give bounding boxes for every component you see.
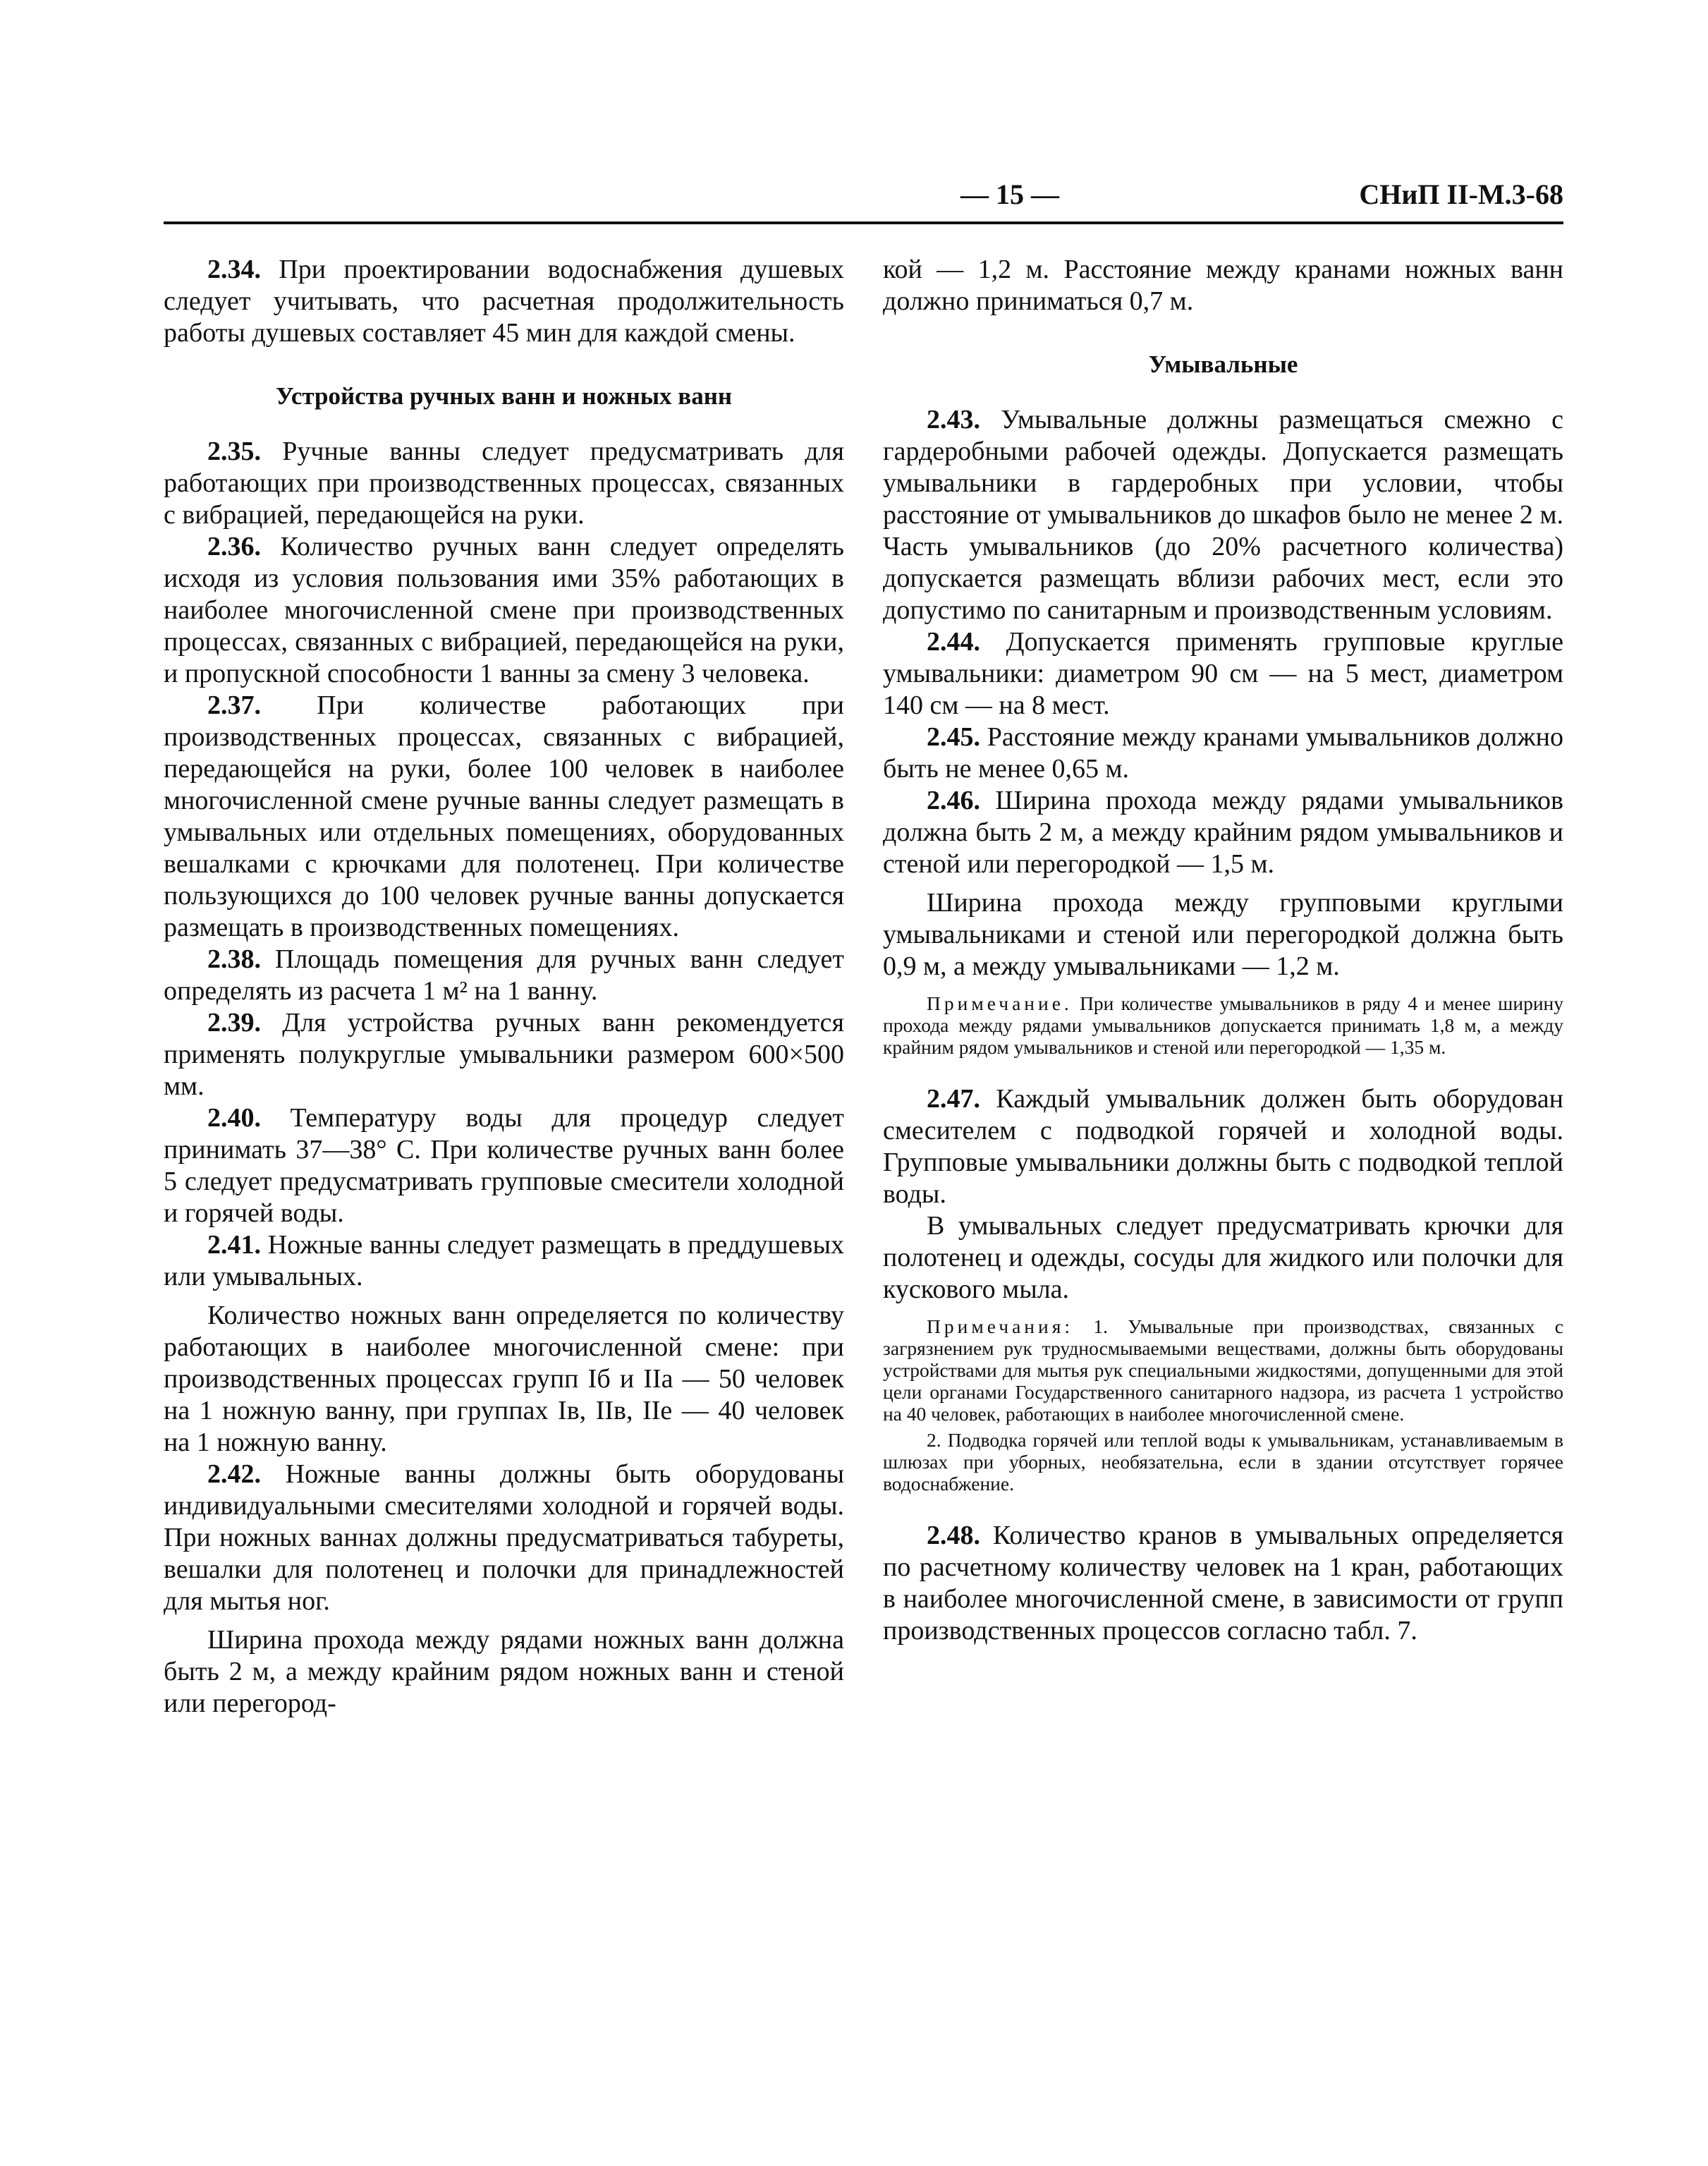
clause-2-38 xyxy=(164,944,844,1007)
note-washrooms-2: 2. Подводка горячей или теплой воды к умывальникам, устанавливаемым в шлюзах при уборных, необязательна, если в здании отсутствует горячее водоснабжение. xyxy=(883,1429,1563,1495)
paragraph-foot-bath-count: Количество ножных ванн определяется по количеству работающих в наиболее многочисленной смене: при производственных процессах групп Iб и IIа — 50 человек на 1 ножную ванну, при группах Iв, IIв, IIе — 40 человек на 1 ножную ванну. xyxy=(164,1301,844,1457)
page-header xyxy=(164,178,1563,220)
clause-number: 2.43. xyxy=(927,405,980,434)
clause-text: Площадь помещения для ручных ванн следует определять из расчета 1 м² на 1 ванну. xyxy=(164,944,845,1006)
paragraph-round-washbasin-passage: Ширина прохода между групповыми круглыми умывальниками и стеной или перегородкой должна быть 0,9 м, а между умывальниками — 1,2 м. xyxy=(883,888,1563,981)
clause-2-37 xyxy=(164,690,844,944)
clause-number: 2.45. xyxy=(927,722,980,752)
note-text: При количестве умывальников в ряду 4 и менее ширину прохода между рядами умывальников допускается принимать 1,8 м, а между крайним рядом умывальников и стеной или перегородкой — 1,35 м. xyxy=(883,992,1564,1058)
clause-2-42 xyxy=(164,1459,844,1617)
clause-number: 2.37. xyxy=(207,690,261,720)
clause-text: Ножные ванны должны быть оборудованы индивидуальными смесителями холодной и горячей воды. При ножных ваннах должны предусматриваться табуреты, вешалки для полотенец и полочки для принадлежностей для мытья ног. xyxy=(164,1459,844,1616)
clause-number: 2.42. xyxy=(207,1459,261,1489)
clause-number: 2.39. xyxy=(207,1008,261,1038)
paragraph-foot-bath-passage: Ширина прохода между рядами ножных ванн должна быть 2 м, а между крайним рядом ножных ванн и стеной или перегород- xyxy=(164,1625,844,1718)
clause-text: Расстояние между кранами умывальников должно быть не менее 0,65 м. xyxy=(883,722,1563,784)
clause-number: 2.35. xyxy=(207,437,261,466)
clause-2-34 xyxy=(164,254,844,349)
note-text: 1. Умывальные при производствах, связанных с загрязнением рук трудносмываемыми веществами, должны быть оборудованы устройствами для мытья рук специальными жидкостями, допущенными для этой цели органами Государственного санитарного надзора, из расчета 1 устройство на 40 человек, работающих в наиболее многочисленной смене. xyxy=(883,1315,1563,1425)
clause-number: 2.46. xyxy=(927,786,980,815)
clause-text: Ножные ванны следует размещать в преддушевых или умывальных. xyxy=(164,1230,844,1291)
clause-text: Ширина прохода между рядами умывальников должна быть 2 м, а между крайним рядом умывальников и стеной или перегородкой — 1,5 м. xyxy=(883,786,1563,879)
note-label: Примечание. xyxy=(927,992,1073,1014)
clause-2-41 xyxy=(164,1229,844,1293)
clause-2-36 xyxy=(164,531,844,690)
clause-2-46 xyxy=(883,785,1563,880)
clause-text: Температуру воды для процедур следует принимать 37—38° С. При количестве ручных ванн более 5 следует предусматривать групповые смесители холодной и горячей воды. xyxy=(164,1103,845,1228)
page-number: — 15 — xyxy=(960,178,1059,210)
clause-text: Для устройства ручных ванн рекомендуется применять полукруглые умывальники размером 600×500 мм. xyxy=(164,1008,844,1101)
clause-2-40 xyxy=(164,1102,844,1229)
clause-2-43 xyxy=(883,404,1563,626)
header-rule xyxy=(164,221,1563,224)
clause-number: 2.44. xyxy=(927,627,980,657)
clause-2-39 xyxy=(164,1007,844,1102)
section-heading-washrooms: Умывальные xyxy=(1148,351,1298,378)
note-washrooms-1 xyxy=(883,1315,1563,1425)
clause-number: 2.34. xyxy=(207,255,261,284)
notes-label: Примечания: xyxy=(927,1315,1074,1337)
clause-number: 2.36. xyxy=(207,532,261,561)
clause-number: 2.40. xyxy=(207,1103,261,1133)
clause-text: Умывальные должны размещаться смежно с гардеробными рабочей одежды. Допускается размещать умывальники в гардеробных при условии, чтобы расстояние от умывальников до шкафов было не менее 2 м. Часть умывальников (до 20% расчетного количества) допускается размещать вблизи рабочих мест, если это допустимо по санитарным и производственным условиям. xyxy=(883,405,1563,625)
clause-2-45 xyxy=(883,722,1563,785)
clause-number: 2.47. xyxy=(927,1084,980,1114)
clause-number: 2.41. xyxy=(207,1230,261,1260)
left-column xyxy=(164,254,844,1720)
clause-2-47 xyxy=(883,1083,1563,1210)
clause-text: Количество кранов в умывальных определяется по расчетному количеству человек на 1 кран, работающих в наиболее многочисленной смене, в зависимости от групп производственных процессов согласно табл. 7. xyxy=(883,1521,1563,1645)
document-code: СНиП II-М.3-68 xyxy=(1359,178,1563,210)
clause-text: Количество ручных ванн следует определять исходя из условия пользования ими 35% работающих в наиболее многочисленной смене при производственных процессах, связанных с вибрацией, передающейся на руки, и пропускной способности 1 ванны за смену 3 человека. xyxy=(164,532,844,688)
clause-text: При количестве работающих при производственных процессах, связанных с вибрацией, передающейся на руки, более 100 человек в наиболее многочисленной смене ручные ванны следует размещать в умывальных или отдельных помещениях, оборудованных вешалками с крючками для полотенец. При количестве пользующихся до 100 человек ручные ванны допускается размещать в производственных помещениях. xyxy=(164,690,844,942)
clause-2-48 xyxy=(883,1520,1563,1647)
note-passage-width xyxy=(883,992,1563,1058)
clause-text: Допускается применять групповые круглые умывальники: диаметром 90 см — на 5 мест, диаметром 140 см — на 8 мест. xyxy=(883,627,1563,720)
clause-number: 2.48. xyxy=(927,1521,980,1550)
clause-2-44 xyxy=(883,626,1563,722)
paragraph-continuation: кой — 1,2 м. Расстояние между кранами ножных ванн должно приниматься 0,7 м. xyxy=(883,255,1563,316)
clause-text: При проектировании водоснабжения душевых следует учитывать, что расчетная продолжительность работы душевых составляет 45 мин для каждой смены. xyxy=(164,255,844,348)
paragraph-hooks: В умывальных следует предусматривать крючки для полотенец и одежды, сосуды для жидкого или полочки для кускового мыла. xyxy=(883,1211,1563,1304)
clause-text: Ручные ванны следует предусматривать для работающих при производственных процессах, связанных с вибрацией, передающейся на руки. xyxy=(164,437,844,530)
clause-number: 2.38. xyxy=(207,944,261,974)
clause-2-35 xyxy=(164,436,844,531)
clause-text: Каждый умывальник должен быть оборудован смесителем с подводкой горячей и холодной воды. Групповые умывальники должны быть с подводкой теплой воды. xyxy=(883,1084,1563,1209)
right-column xyxy=(883,254,1563,1647)
section-heading-hand-baths: Устройства ручных ванн и ножных ванн xyxy=(275,382,733,410)
